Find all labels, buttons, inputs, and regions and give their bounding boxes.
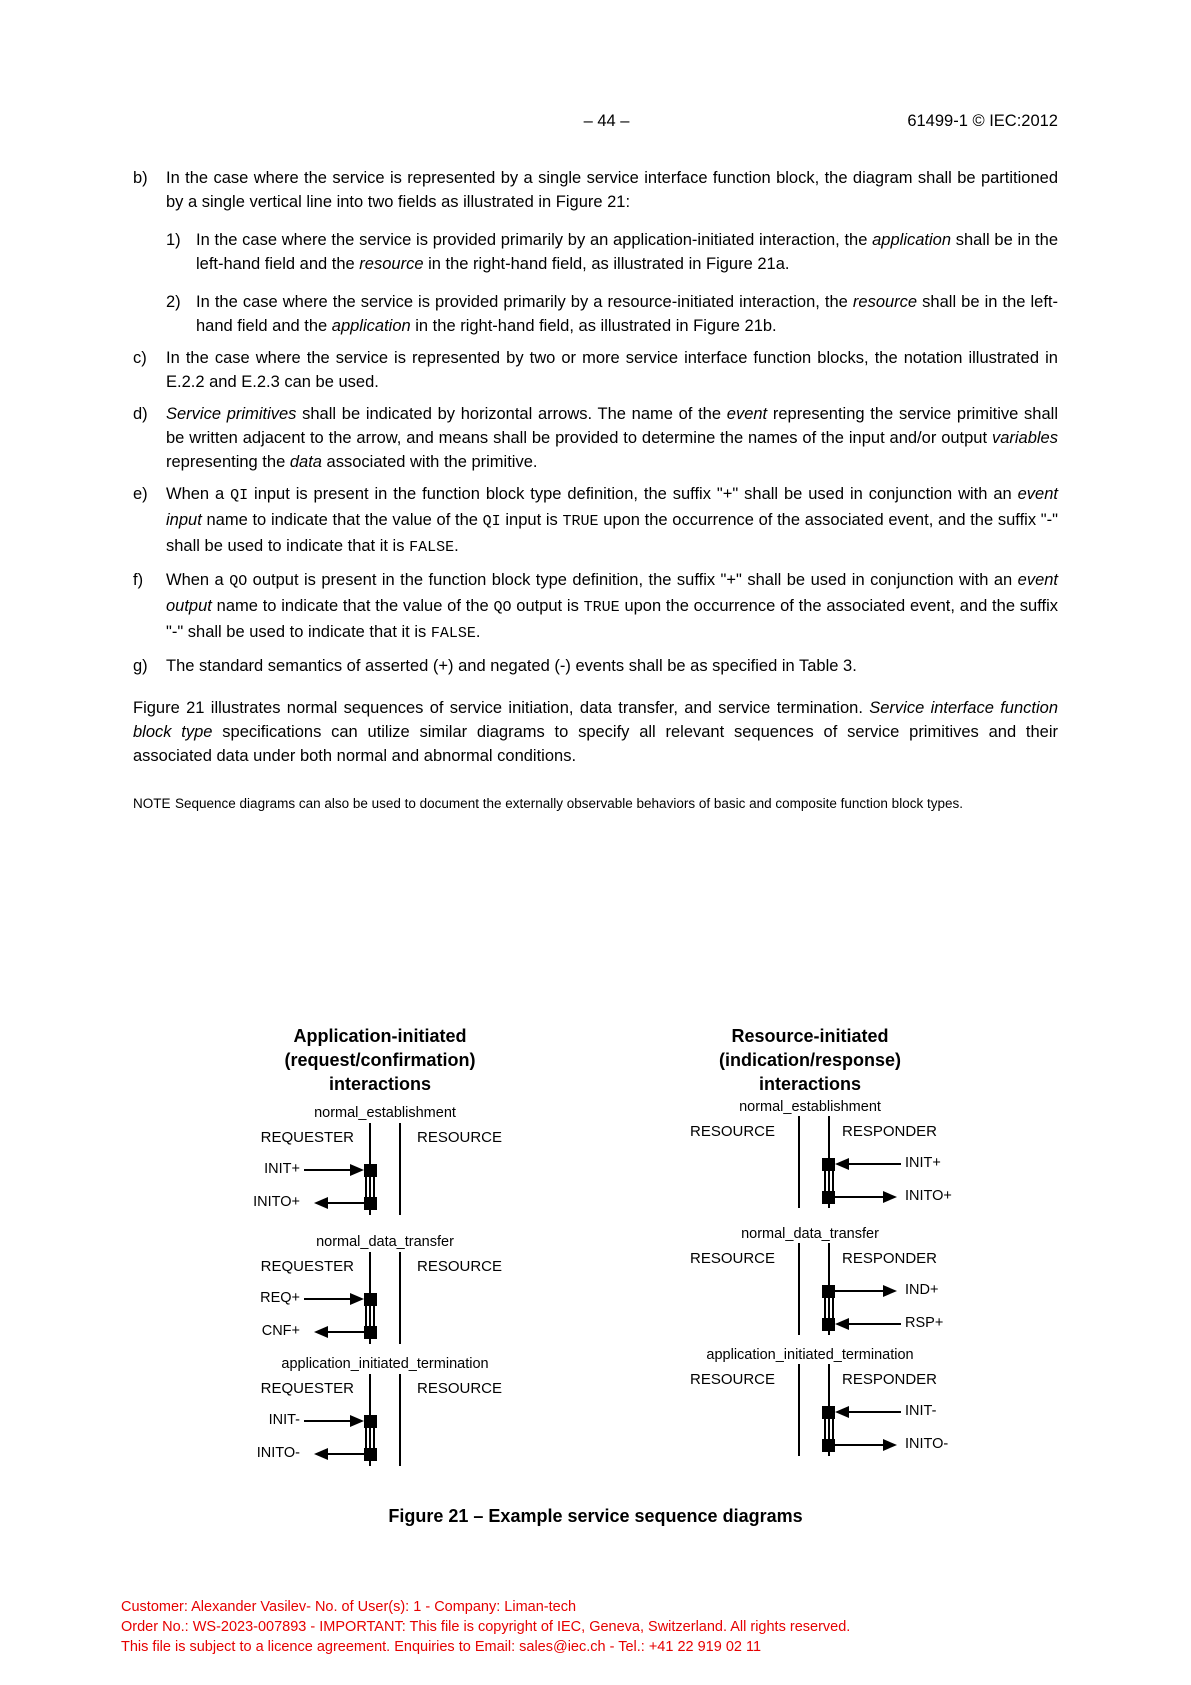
diagram-title: normal_data_transfer: [316, 1234, 454, 1250]
arrowhead: [314, 1326, 328, 1338]
sequence-diagram-application-initiated-termination-right: [655, 1347, 965, 1463]
arrowhead: [883, 1191, 897, 1203]
arrowhead: [835, 1318, 849, 1330]
figure-column-heading-left: [225, 1024, 535, 1096]
arrow-label: CNF+: [261, 1323, 300, 1339]
arrow-line: [304, 1169, 352, 1171]
page-header: [133, 112, 1058, 132]
sequence-diagram-normal-establishment-left: [230, 1105, 540, 1221]
arrow-line: [835, 1444, 883, 1446]
sequence-diagram-normal-data-transfer-right: [655, 1226, 965, 1342]
arrowhead: [314, 1197, 328, 1209]
event-node: [364, 1293, 377, 1306]
arrow-line: [849, 1163, 901, 1165]
service-primitive-arrow: [230, 1445, 540, 1461]
right-party-label: RESOURCE: [417, 1258, 503, 1275]
arrow-label: INITO-: [256, 1445, 300, 1461]
footer-line: Order No.: WS-2023-007893 - IMPORTANT: This file is copyright of IEC, Geneva, Switzerland. All rights reserved.: [121, 1619, 851, 1635]
heading-line: interactions: [758, 1074, 862, 1094]
item-text: When a QI input is present in the function block type definition, the suffix "+" shall be used in conjunction with an event input name to indicate that the value of the QI input is TRUE upon the occurrence of the associated event, and the suffix "-" shall be used to indicate that it is FALSE.: [166, 485, 1059, 556]
service-primitive-arrow: [655, 1282, 965, 1298]
event-node: [822, 1191, 835, 1204]
arrow-line: [849, 1411, 901, 1413]
list-item-b1: [166, 228, 1058, 276]
item-marker: 2): [166, 293, 181, 311]
left-party-label: REQUESTER: [260, 1380, 354, 1397]
page-number: – 44 –: [583, 112, 630, 130]
right-party-label: RESPONDER: [842, 1123, 938, 1140]
arrow-label: INIT+: [264, 1161, 300, 1177]
note-text: Sequence diagrams can also be used to document the externally observable behaviors of basic and composite function block types.: [175, 796, 963, 811]
arrow-label: INIT-: [905, 1403, 937, 1419]
right-party-label: RESPONDER: [842, 1250, 938, 1267]
item-text: Service primitives shall be indicated by horizontal arrows. The name of the event representing the service primitive shall be written adjacent to the arrow, and means shall be provided to determine the names of the input and/or output variables representing the data associated with the primitive.: [166, 405, 1058, 471]
item-marker: g): [133, 657, 148, 675]
footer-line: Customer: Alexander Vasilev- No. of User(s): 1 - Company: Liman-tech: [121, 1599, 577, 1615]
sequence-diagram-application-initiated-termination-left: [230, 1356, 540, 1472]
service-primitive-arrow: [655, 1403, 965, 1419]
item-marker: f): [133, 571, 144, 589]
service-primitive-arrow: [230, 1290, 540, 1306]
left-party-label: REQUESTER: [260, 1258, 354, 1275]
event-node: [364, 1164, 377, 1177]
arrow-line: [304, 1298, 352, 1300]
arrow-line: [849, 1323, 901, 1325]
item-marker: 1): [166, 231, 181, 249]
arrowhead: [835, 1406, 849, 1418]
arrowhead: [350, 1293, 364, 1305]
service-primitive-arrow: [655, 1315, 965, 1331]
item-text: In the case where the service is provided primarily by a resource-initiated interaction, the resource shall be in the left-hand field and the application in the right-hand field, as illustrated in Figure 21b.: [196, 293, 1058, 335]
service-primitive-arrow: [230, 1161, 540, 1177]
right-party-label: RESPONDER: [842, 1371, 938, 1388]
service-primitive-arrow: [230, 1323, 540, 1339]
arrow-label: INIT+: [905, 1155, 941, 1171]
left-party-label: REQUESTER: [260, 1129, 354, 1146]
arrow-line: [835, 1290, 883, 1292]
arrow-label: INITO-: [905, 1436, 949, 1452]
service-primitive-arrow: [230, 1412, 540, 1428]
arrowhead: [835, 1158, 849, 1170]
heading-line: Application-initiated: [293, 1026, 467, 1046]
event-node: [364, 1197, 377, 1210]
figure-column-heading-right: [655, 1024, 965, 1096]
footer-line: This file is subject to a licence agreement. Enquiries to Email: sales@iec.ch - Tel.: +41 22 919 02 11: [121, 1639, 762, 1655]
note: [133, 795, 1058, 812]
note-marker: NOTE: [133, 796, 171, 811]
service-primitive-arrow: [230, 1194, 540, 1210]
page-body: [133, 112, 1058, 812]
arrow-label: RSP+: [905, 1315, 944, 1331]
list-item-b: [133, 166, 1058, 214]
arrowhead: [314, 1448, 328, 1460]
list-item-g: [133, 654, 1058, 678]
right-party-label: RESOURCE: [417, 1380, 503, 1397]
arrow-label: IND+: [905, 1282, 939, 1298]
event-node: [822, 1318, 835, 1331]
arrowhead: [350, 1164, 364, 1176]
item-text: In the case where the service is provided primarily by an application-initiated interaction, the application shall be in the left-hand field and the resource in the right-hand field, as illustrated in Figure 21a.: [196, 231, 1058, 273]
arrow-line: [304, 1420, 352, 1422]
diagram-title: normal_establishment: [314, 1105, 456, 1121]
arrowhead: [350, 1415, 364, 1427]
diagram-title: normal_establishment: [739, 1099, 881, 1115]
event-node: [364, 1415, 377, 1428]
event-node: [364, 1448, 377, 1461]
event-node: [822, 1285, 835, 1298]
arrow-label: REQ+: [260, 1290, 300, 1306]
item-marker: c): [133, 349, 147, 367]
sequence-diagram-normal-data-transfer-left: [230, 1234, 540, 1350]
item-marker: e): [133, 485, 148, 503]
item-text: In the case where the service is represented by two or more service interface function blocks, the notation illustrated in E.2.2 and E.2.3 can be used.: [166, 349, 1058, 391]
event-node: [364, 1326, 377, 1339]
diagram-title: normal_data_transfer: [741, 1226, 879, 1242]
item-text: When a QO output is present in the function block type definition, the suffix "+" shall be used in conjunction with an event output name to indicate that the value of the QO output is TRUE upon the occurrence of the associated event, and the suffix "-" shall be used to indicate that it is FALSE.: [166, 571, 1059, 642]
event-node: [822, 1158, 835, 1171]
list-item-c: [133, 346, 1058, 394]
arrowhead: [883, 1285, 897, 1297]
sequence-diagram-normal-establishment-right: [655, 1099, 965, 1215]
list-item-f: [133, 568, 1058, 646]
event-node: [822, 1439, 835, 1452]
footer-license: [121, 1597, 850, 1657]
list-item-d: [133, 402, 1058, 474]
left-party-label: RESOURCE: [689, 1123, 775, 1140]
item-text: In the case where the service is represented by a single service interface function block, the diagram shall be partitioned by a single vertical line into two fields as illustrated in Figure 21:: [166, 169, 1058, 211]
item-marker: d): [133, 405, 148, 423]
heading-line: (indication/response): [718, 1050, 902, 1070]
arrow-label: INITO+: [905, 1188, 952, 1204]
left-party-label: RESOURCE: [689, 1371, 775, 1388]
list-item-e: [133, 482, 1058, 560]
list-item-b2: [166, 290, 1058, 338]
arrow-line: [835, 1196, 883, 1198]
arrow-label: INITO+: [253, 1194, 300, 1210]
document-reference: 61499-1 © IEC:2012: [907, 112, 1058, 130]
service-primitive-arrow: [655, 1188, 965, 1204]
service-primitive-arrow: [655, 1155, 965, 1171]
event-node: [822, 1406, 835, 1419]
left-party-label: RESOURCE: [689, 1250, 775, 1267]
right-party-label: RESOURCE: [417, 1129, 503, 1146]
item-text: The standard semantics of asserted (+) and negated (-) events shall be as specified in Table 3.: [166, 657, 857, 675]
diagram-title: application_initiated_termination: [281, 1356, 489, 1372]
diagram-title: application_initiated_termination: [706, 1347, 914, 1363]
heading-line: Resource-initiated: [731, 1026, 889, 1046]
heading-line: (request/confirmation): [284, 1050, 476, 1070]
heading-line: interactions: [328, 1074, 432, 1094]
body-paragraph: Figure 21 illustrates normal sequences of service initiation, data transfer, and service termination. Service interface function block type specifications can utilize similar diagrams to specify all relevant sequences of service primitives and their associated data under both normal and abnormal conditions.: [133, 699, 1058, 765]
figure-caption: Figure 21 – Example service sequence diagrams: [388, 1506, 803, 1526]
item-marker: b): [133, 169, 148, 187]
arrow-label: INIT-: [268, 1412, 300, 1428]
arrowhead: [883, 1439, 897, 1451]
service-primitive-arrow: [655, 1436, 965, 1452]
